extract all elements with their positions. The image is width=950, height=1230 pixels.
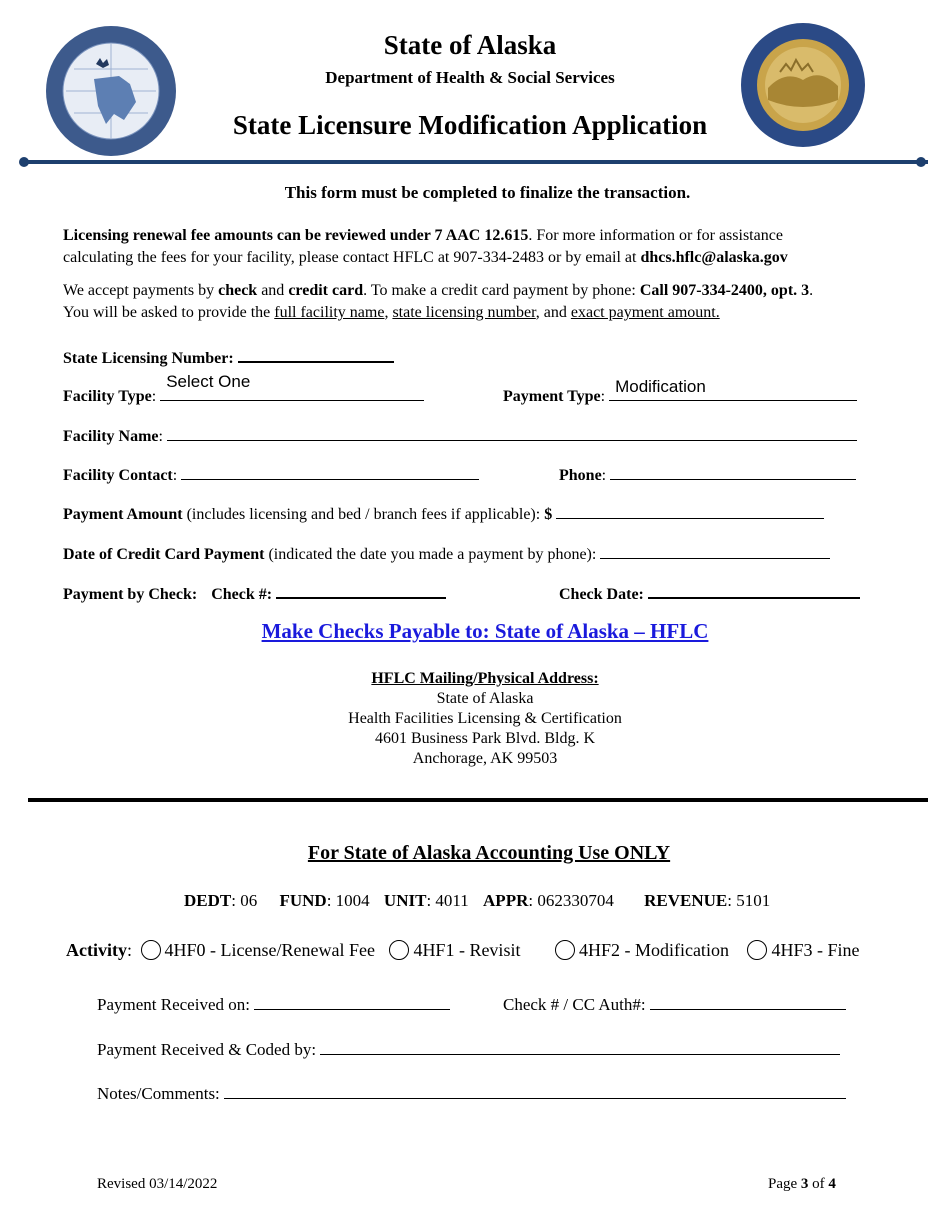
date-cc-row bbox=[63, 542, 830, 564]
facility-name-field[interactable] bbox=[167, 424, 857, 441]
page-of: of bbox=[808, 1176, 829, 1192]
facility-name-label: Facility Name bbox=[63, 428, 159, 445]
colon: : bbox=[600, 388, 606, 405]
account-codes bbox=[184, 891, 770, 911]
address-line4: Anchorage, AK 99503 bbox=[412, 750, 558, 767]
check-date-field[interactable] bbox=[648, 581, 860, 599]
payment-type-value: Modification bbox=[615, 377, 706, 396]
provide-text: You will be asked to provide the bbox=[63, 304, 275, 321]
phone-field[interactable] bbox=[610, 463, 856, 480]
mailing-address bbox=[0, 669, 950, 769]
hflc-email[interactable]: dhcs.hflc@alaska.gov bbox=[640, 249, 788, 266]
section-divider bbox=[28, 798, 928, 802]
fund-label: FUND bbox=[279, 891, 327, 910]
dollar-sign: $ bbox=[544, 506, 553, 523]
facility-contact-field[interactable] bbox=[181, 463, 479, 480]
req-facility-name: full facility name bbox=[274, 304, 385, 321]
option-4hf2-label: 4HF2 - Modification bbox=[578, 940, 729, 960]
facility-name-row bbox=[63, 424, 857, 446]
page-current: 3 bbox=[800, 1176, 809, 1192]
coded-by-label: Payment Received & Coded by: bbox=[97, 1040, 317, 1059]
fund-value: : 1004 bbox=[326, 891, 370, 910]
activity-label: Activity bbox=[66, 940, 127, 960]
check-number-label: Check #: bbox=[211, 586, 273, 603]
payment-amount-note: (includes licensing and bed / branch fees if applicable): bbox=[182, 506, 545, 523]
department-name: Department of Health & Social Services bbox=[325, 68, 615, 87]
page-total: 4 bbox=[828, 1176, 836, 1192]
date-cc-label: Date of Credit Card Payment bbox=[63, 546, 265, 563]
revenue-value: : 5101 bbox=[727, 891, 771, 910]
payment-amount-field[interactable] bbox=[556, 502, 824, 519]
date-cc-field[interactable] bbox=[600, 542, 830, 559]
rule-endpoint-left bbox=[19, 157, 29, 167]
option-4hf1-label: 4HF1 - Revisit bbox=[413, 940, 521, 960]
payment-type-label: Payment Type bbox=[503, 388, 601, 405]
received-on-row bbox=[97, 993, 450, 1015]
revenue-label: REVENUE bbox=[644, 891, 728, 910]
dedt-value: : 06 bbox=[231, 891, 258, 910]
license-number-field[interactable] bbox=[238, 345, 394, 363]
address-line2: Health Facilities Licensing & Certification bbox=[348, 710, 622, 727]
revised-date: Revised 03/14/2022 bbox=[97, 1176, 218, 1192]
activity-option-4hf3[interactable] bbox=[747, 940, 859, 960]
coded-by-field[interactable] bbox=[320, 1038, 840, 1055]
alaska-dhss-logo bbox=[44, 24, 178, 158]
option-4hf3-label: 4HF3 - Fine bbox=[771, 940, 860, 960]
address-line1: State of Alaska bbox=[436, 690, 534, 707]
notes-row bbox=[97, 1082, 846, 1104]
payment-type-select[interactable] bbox=[609, 377, 857, 401]
payment-text: We accept payments by bbox=[63, 282, 219, 299]
activity-option-4hf1[interactable] bbox=[389, 940, 520, 960]
radio-4hf2[interactable] bbox=[555, 940, 575, 960]
payable-link[interactable]: Make Checks Payable to: State of Alaska – HFLC bbox=[261, 619, 709, 643]
state-title: State of Alaska bbox=[383, 30, 557, 60]
facility-contact-row bbox=[63, 463, 479, 485]
sep1: , bbox=[384, 304, 393, 321]
facility-type-label: Facility Type bbox=[63, 388, 152, 405]
colon: : bbox=[151, 388, 157, 405]
activity-row bbox=[66, 940, 859, 961]
address-line3: 4601 Business Park Blvd. Bldg. K bbox=[374, 730, 595, 747]
header-rule bbox=[22, 160, 928, 164]
payment-amount-label: Payment Amount bbox=[63, 506, 183, 523]
fee-text: . For more information or for assistance bbox=[528, 227, 783, 244]
unit-label: UNIT bbox=[383, 891, 427, 910]
check-cc-field[interactable] bbox=[650, 993, 846, 1010]
address-heading: HFLC Mailing/Physical Address: bbox=[371, 670, 599, 687]
call-number: Call 907-334-2400, opt. 3 bbox=[639, 282, 810, 299]
facility-contact-label: Facility Contact bbox=[63, 467, 173, 484]
req-license-number: state licensing number bbox=[392, 304, 536, 321]
payment-amount-row bbox=[63, 502, 824, 524]
payment-text-2: . To make a credit card payment by phone: bbox=[363, 282, 640, 299]
facility-type-row bbox=[63, 372, 424, 406]
appr-value: : 062330704 bbox=[528, 891, 614, 910]
payment-type-row bbox=[503, 377, 857, 406]
notes-label: Notes/Comments: bbox=[97, 1084, 220, 1103]
fee-text-line2: calculating the fees for your facility, please contact HFLC at 907-334-2483 or by email at bbox=[63, 249, 641, 266]
facility-type-value: Select One bbox=[166, 372, 251, 391]
accounting-heading: For State of Alaska Accounting Use ONLY bbox=[307, 842, 671, 864]
colon: : bbox=[172, 467, 178, 484]
phone-label: Phone bbox=[559, 467, 602, 484]
colon: : bbox=[126, 940, 132, 960]
facility-type-select[interactable] bbox=[160, 372, 424, 401]
page-pre: Page bbox=[768, 1176, 801, 1192]
check-number-field[interactable] bbox=[276, 581, 446, 599]
license-number-label: State Licensing Number: bbox=[63, 350, 234, 367]
radio-4hf3[interactable] bbox=[747, 940, 767, 960]
payment-check-row bbox=[63, 581, 446, 604]
received-on-field[interactable] bbox=[254, 993, 450, 1010]
colon: : bbox=[601, 467, 607, 484]
check-date-row bbox=[559, 581, 860, 604]
check-word: check bbox=[218, 282, 258, 299]
radio-4hf1[interactable] bbox=[389, 940, 409, 960]
notes-field[interactable] bbox=[224, 1082, 846, 1099]
check-date-label: Check Date: bbox=[559, 586, 644, 603]
activity-option-4hf2[interactable] bbox=[555, 940, 729, 960]
sep2: , and bbox=[535, 304, 571, 321]
and-word: and bbox=[257, 282, 289, 299]
form-title: State Licensure Modification Application bbox=[232, 110, 708, 140]
state-seal bbox=[740, 22, 866, 148]
fee-paragraph bbox=[63, 225, 883, 269]
check-cc-label: Check # / CC Auth#: bbox=[503, 995, 646, 1014]
phone-row bbox=[559, 463, 856, 485]
page-number bbox=[768, 1176, 836, 1193]
payment-paragraph bbox=[63, 280, 893, 324]
rule-endpoint-right bbox=[916, 157, 926, 167]
colon: : bbox=[158, 428, 163, 445]
completion-notice: This form must be completed to finalize the transaction. bbox=[284, 183, 691, 202]
option-4hf0-label: 4HF0 - License/Renewal Fee bbox=[164, 940, 375, 960]
req-payment-amount: exact payment amount. bbox=[570, 304, 720, 321]
fee-reg-ref: Licensing renewal fee amounts can be reviewed under 7 AAC 12.615 bbox=[63, 227, 529, 244]
appr-label: APPR bbox=[483, 891, 529, 910]
coded-by-row bbox=[97, 1038, 840, 1060]
period: . bbox=[809, 282, 814, 299]
date-cc-note: (indicated the date you made a payment by phone): bbox=[264, 546, 597, 563]
credit-card-word: credit card bbox=[288, 282, 364, 299]
received-on-label: Payment Received on: bbox=[97, 995, 250, 1014]
payment-check-label: Payment by Check: bbox=[63, 586, 198, 603]
activity-option-4hf0[interactable] bbox=[141, 940, 375, 960]
unit-value: : 4011 bbox=[426, 891, 469, 910]
dedt-label: DEDT bbox=[184, 891, 232, 910]
radio-4hf0[interactable] bbox=[141, 940, 161, 960]
check-cc-row bbox=[503, 993, 846, 1015]
license-number-row bbox=[63, 345, 394, 368]
